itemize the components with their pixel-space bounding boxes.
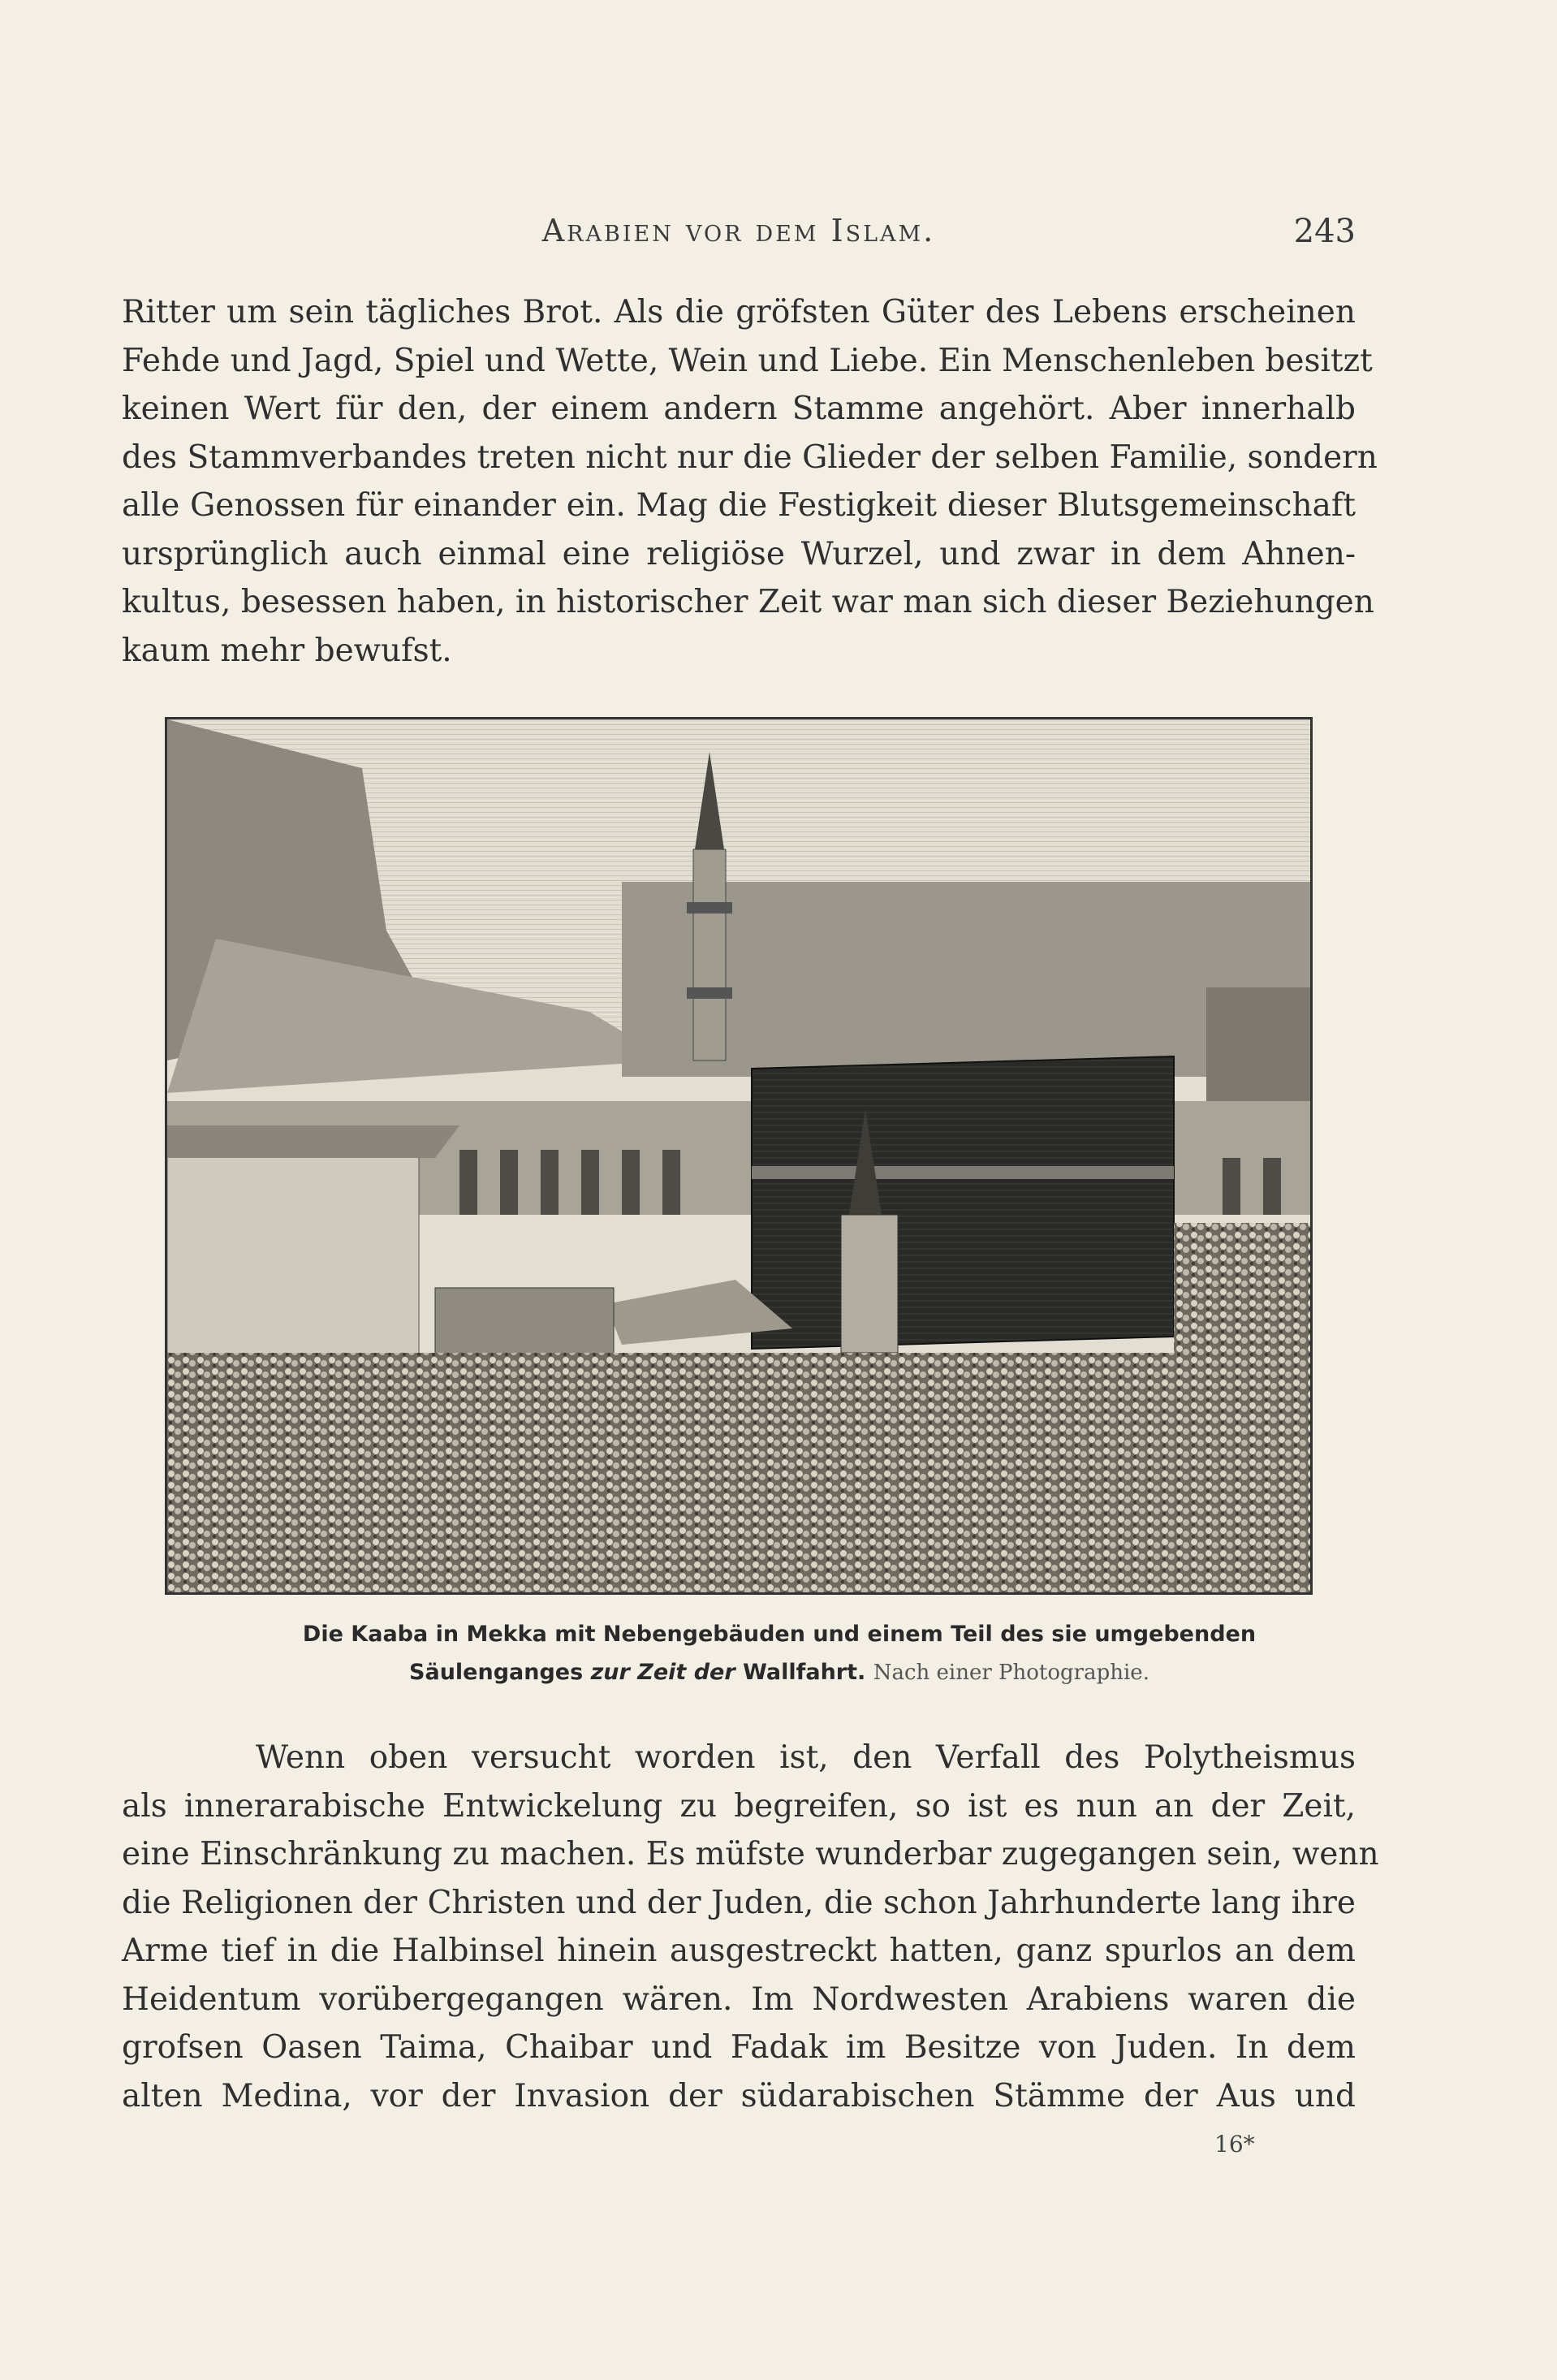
text-line: Heidentum vorübergegangen wären. Im Nordwesten Arabiens waren die: [122, 1980, 1356, 2018]
running-head: [122, 213, 1356, 253]
paragraph-bottom: [122, 1734, 1379, 2120]
text-line: die Religionen der Christen und der Juden, die schon Jahrhunderte lang ihre: [122, 1884, 1356, 1921]
text-line: eine Einschränkung zu machen. Es müfste wunderbar zugegangen sein, wenn: [122, 1836, 1379, 1872]
figure-caption: Die Kaaba in Mekka mit Nebengebäuden und einem Teil des sie umgebenden: [302, 1622, 1257, 1647]
figure-caption-line2: [122, 1660, 1437, 1685]
text-line: als innerarabische Entwickelung zu begreifen, so ist es nun an der Zeit,: [122, 1787, 1356, 1825]
paragraph-top: [122, 288, 1378, 675]
text-line: kaum mehr bewufst.: [122, 632, 452, 669]
text-line: Wenn oben versucht worden ist, den Verfall des Polytheismus: [256, 1739, 1356, 1776]
text-line: Ritter um sein tägliches Brot. Als die gröfsten Güter des Lebens erscheinen: [122, 294, 1356, 330]
caption-italic-text: zur Zeit der: [590, 1660, 735, 1685]
caption-source: Nach einer Photographie.: [873, 1661, 1149, 1685]
caption-text: Säulenganges: [409, 1660, 584, 1685]
kaaba-engraving: [165, 717, 1313, 1595]
text-line: alle Genossen für einander ein. Mag die Festigkeit dieser Blutsgemeinschaft: [122, 487, 1356, 524]
kaaba: [752, 1056, 1174, 1349]
engraving-illustration: [167, 719, 1310, 1592]
text-line: keinen Wert für den, der einem andern Stamme angehört. Aber innerhalb: [122, 391, 1356, 427]
signature-mark: 16*: [1214, 2131, 1255, 2158]
text-line: grofsen Oasen Taima, Chaibar und Fadak im Besitze von Juden. In dem: [122, 2029, 1356, 2066]
text-line: alten Medina, vor der Invasion der südarabischen Stämme der Aus und: [122, 2077, 1356, 2114]
text-line: ursprünglich auch einmal eine religiöse Wurzel, und zwar in dem Ahnen-: [122, 535, 1356, 572]
text-line: des Stammverbandes treten nicht nur die Glieder der selben Familie, sondern: [122, 438, 1378, 476]
text-line: kultus, besessen haben, in historischer Zeit war man sich dieser Beziehungen: [122, 584, 1374, 620]
text-line: Arme tief in die Halbinsel hinein ausgestreckt hatten, ganz spurlos an dem: [122, 1933, 1356, 1969]
page-number: 243: [1293, 213, 1356, 250]
text-line: Fehde und Jagd, Spiel und Wette, Wein und Liebe. Ein Menschenleben besitzt: [122, 342, 1373, 379]
caption-text-end: Wallfahrt.: [743, 1660, 866, 1685]
running-title: Arabien vor dem Islam.: [541, 213, 936, 248]
